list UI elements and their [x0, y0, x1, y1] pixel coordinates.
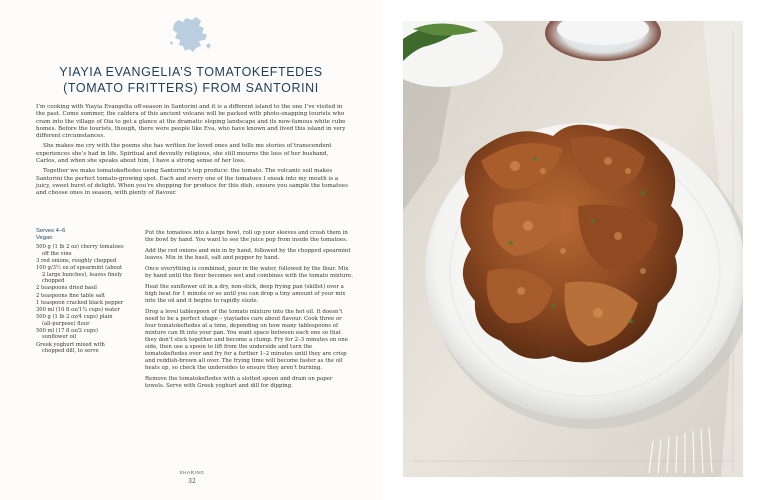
- fritters-photo: [403, 21, 743, 477]
- ingredient-item: 100 g/3½ oz of spearmint (about 2 large bunches), leaves finely chopped: [36, 264, 123, 285]
- ingredient-item: 2 teaspoons dried basil: [36, 285, 97, 292]
- ingredient-item: 300 ml (10 fl oz/1¼ cups) water: [36, 306, 120, 313]
- intro-paragraph-3: Together we make tomatokeftedes using Santorini’s top produce: the tomato. The volcanic soil makes Santorini the perfect tomato-growing spot. Each and every one of the tomatoes I sneak into my mouth is a juicy, sweet burst of delight. When you’re shopping for produce for this dish, ensure you sample the tomatoes and choose ones in season, with plenty of flavour.: [36, 168, 348, 197]
- island-map-icon: [168, 14, 214, 56]
- intro-paragraph-1: I’m cooking with Yiayia Evangelia off-season in Santorini and it is a different island to the one I’ve visited in the past. Come summer, the caldera of this ancient volcano will be packed with photo-snapping tourists who cram into the village of Oia to get a glance at the dramatic sloping landscape and its now-famous white cube homes. Before the tourists, though, there were people like Eva, who have known and lived this island in very different circumstances.: [36, 104, 346, 140]
- method-step: Remove the tomatokeftedes with a slotted spoon and drain on paper towels. Serve with Greek yoghurt and dill for dipping.: [145, 376, 333, 389]
- recipe-title: [30, 64, 352, 96]
- intro-text: [36, 104, 349, 201]
- method-step: Drop a level tablespoon of the tomato mixture into the hot oil. It doesn’t need to be a perfect shape – yiayiades care about flavour. Cook three or four tomatokeftedes at a time, depending on how many tablespoons of mixture can fit into your pan. You want space between each one so that they don’t stick together and become a clump. Fry for 2–3 minutes on one side, then use a spoon to lift from the underside and turn the tomatokeftedes over and fry for a further 1–2 minutes until they are crisp and reddish-brown all over. The frying time will become faster as the oil heats up, so check the undersides to ensure they aren’t burning.: [145, 309, 348, 371]
- page-number: 32: [188, 478, 196, 485]
- ingredient-item: 500 g (1 lb 2 oz/4 cups) plain (all-purpose) flour: [36, 314, 113, 327]
- chapter-name: SHARING: [179, 470, 205, 475]
- ingredient-item: 500 ml (17 fl oz/2 cups) sunflower oil: [36, 327, 98, 341]
- ingredient-item: 2 teaspoons fine table salt: [36, 292, 105, 299]
- ingredient-item: 500 g (1 lb 2 oz) cherry tomatoes off the vine: [36, 244, 124, 257]
- recipe-title-line1: YIAYIA EVANGELIA’S TOMATOKEFTEDES: [59, 65, 323, 79]
- serves-label: Serves 4–6: [36, 228, 66, 234]
- recipe-title-line2: (TOMATO FRITTERS) FROM SANTORINI: [63, 81, 319, 95]
- ingredient-list: [36, 244, 124, 355]
- ingredient-item: 1 teaspoon cracked black pepper: [36, 299, 124, 306]
- method-steps: [145, 230, 353, 394]
- intro-paragraph-2: She makes me cry with the poems she has written for loved ones and tells me stories of transcendent experiences she’s had in life. Spiritual and devoutly religious, she still mourns the loss of her husband, Carlos, and when she speaks about him, I have a strong sense of her loss.: [36, 143, 332, 165]
- method-step: Once everything is combined, pour in the water, followed by the flour. Mix by hand until the flour becomes wet and combines with the tomato mixture.: [145, 266, 353, 279]
- method-step: Add the red onions and mix in by hand, followed by the chopped spearmint leaves. Mix in the basil, salt and pepper by hand.: [145, 248, 351, 261]
- serves-block: [36, 228, 124, 243]
- ingredient-item: Greek yoghurt mixed with chopped dill, to serve: [36, 341, 105, 355]
- method-step: Heat the sunflower oil in a dry, non-stick, deep frying pan (skillet) over a high heat for 1 minute or so until you can drop a tiny amount of your mix into the oil and it begins to rapidly sizzle.: [145, 284, 346, 304]
- method-step: Put the tomatoes into a large bowl, roll up your sleeves and crush them in the bowl by hand. You want to see the juice pop from inside the tomatoes.: [145, 230, 348, 243]
- ingredient-item: 3 red onions, roughly chopped: [36, 257, 117, 264]
- diet-label: Vegan: [36, 235, 53, 242]
